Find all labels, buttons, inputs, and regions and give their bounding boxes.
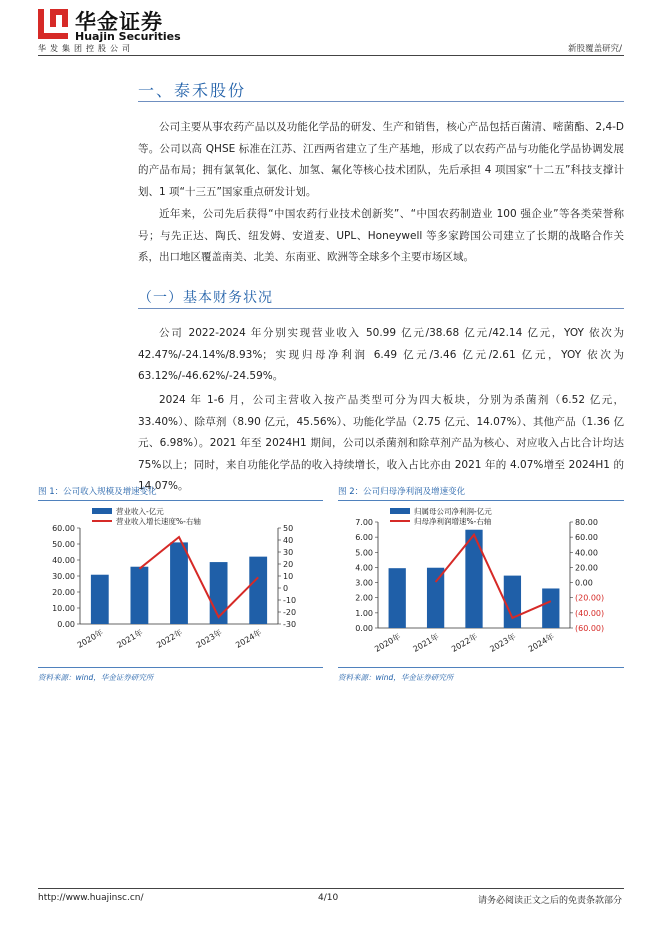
x-tick-label: 2020年	[373, 631, 403, 654]
x-tick-label: 2021年	[115, 627, 145, 650]
right-tick-label: 20	[283, 560, 294, 569]
figure-1-chart	[38, 504, 323, 664]
paragraph-company-intro: 公司主要从事农药产品以及功能化学品的研发、生产和销售，核心产品包括百菌清、嘧菌酯、2,4-D 等。公司以高 QHSE 标准在江苏、江西两省建立了生产基地，形成了以农药产品与功能化学品协调发展的产品布局；拥有氯氧化、氯化、加氢、氟化等核心技术团队，先后承担 4 项国家“十二五”科技支撑计划、1 项“十三五”国家重点研发计划。	[138, 121, 624, 198]
footer-disclaimer: 请务必阅读正文之后的免责条款部分	[477, 896, 622, 906]
figure-2-title: 图 2：公司归母净利润及增速变化	[338, 487, 466, 497]
x-tick-label: 2020年	[75, 627, 105, 650]
paragraph-revenue-breakdown: 2024 年 1-6 月，公司主营收入按产品类型可分为四大板块，分别为杀菌剂（6.52 亿元，33.40%）、除草剂（8.90 亿元，45.56%）、功能化学品（2.75 亿元、14.07%）、其他产品（1.36 亿元、6.98%）。2021 年至 2024H1 期间，公司以杀菌剂和除草剂产品为核心、对应收入占比合计均达 75%以上；同时，来自功能化学品的收入持续增长，收入占比亦由 2021 年的 4.07%增至 2024H1 的 14.07%。	[138, 394, 624, 492]
bar-2021年	[130, 567, 148, 624]
left-tick-label: 7.00	[355, 518, 373, 527]
bar-2024年	[542, 588, 559, 628]
figure-1-top-rule	[38, 500, 323, 501]
right-tick-label: 40.00	[575, 548, 598, 558]
legend-line-label: 营业收入增长速度%-右轴	[116, 517, 201, 526]
right-tick-label: -20	[283, 608, 297, 617]
header-divider	[38, 55, 624, 56]
x-tick-label: 2022年	[154, 627, 184, 650]
parent-company: 华发集团控股公司	[38, 44, 134, 53]
bar-2022年	[170, 542, 188, 624]
legend-bar-label: 营业收入-亿元	[116, 507, 164, 516]
figure-2-source: 资料来源：wind，华金证券研究所	[338, 673, 454, 682]
section-title: 一、泰禾股份	[138, 81, 247, 100]
left-tick-label: 2.00	[355, 593, 373, 603]
section-title-underline	[138, 101, 624, 102]
bar-2023年	[210, 562, 228, 624]
left-tick-label: 50.00	[52, 540, 75, 549]
left-tick-label: 3.00	[355, 578, 373, 588]
left-tick-label: 6.00	[355, 533, 373, 543]
paragraph-honors: 近年来，公司先后获得“中国农药行业技术创新奖”、“中国农药制造业 100 强企业”等各类荣誉称号；与先正达、陶氏、纽发姆、安道麦、UPL、Honeywell 等多家跨国公司建立了长期的战略合作关系，出口地区覆盖南美、北美、东南亚、欧洲等全球多个主要市场区域。	[138, 208, 624, 263]
page-number: 4/10	[318, 893, 339, 903]
figure-1-title: 图 1：公司收入规模及增速变化	[38, 487, 157, 497]
bar-2023年	[504, 576, 521, 628]
left-tick-label: 4.00	[355, 563, 373, 573]
footer-url-link[interactable]: http://www.huajinsc.cn/	[38, 893, 144, 903]
left-tick-label: 0.00	[57, 620, 75, 629]
growth-line	[139, 537, 258, 617]
right-tick-label: 20.00	[575, 563, 598, 573]
right-tick-label: (20.00)	[575, 593, 605, 603]
right-tick-label: 60.00	[575, 533, 598, 543]
right-tick-label: 50	[283, 524, 294, 533]
left-tick-label: 40.00	[52, 556, 75, 565]
right-tick-label: -30	[283, 620, 297, 629]
legend-line-label: 归母净利润增速%-右轴	[414, 517, 492, 526]
right-tick-label: 0.00	[575, 578, 593, 588]
right-tick-label: 40	[283, 536, 294, 545]
x-tick-label: 2023年	[194, 627, 224, 650]
right-tick-label: 80.00	[575, 518, 598, 527]
x-tick-label: 2024年	[234, 627, 264, 650]
logo-english-name: Huajin Securities	[75, 30, 181, 43]
figure-2-chart	[338, 504, 624, 664]
left-tick-label: 1.00	[355, 608, 373, 618]
right-tick-label: 30	[283, 548, 294, 557]
left-tick-label: 10.00	[52, 604, 75, 613]
left-tick-label: 5.00	[355, 548, 373, 558]
bar-2020年	[389, 568, 406, 628]
logo-chinese-name: 华金证券	[75, 10, 163, 34]
left-tick-label: 30.00	[52, 572, 75, 581]
figure-2-bottom-rule	[338, 667, 624, 668]
right-tick-label: 10	[283, 572, 294, 581]
legend-bar-swatch	[390, 508, 410, 514]
bar-2021年	[427, 568, 444, 628]
right-tick-label: 0	[283, 584, 289, 593]
left-tick-label: 20.00	[52, 588, 75, 597]
company-logo-icon	[38, 9, 68, 39]
subsection-title-underline	[138, 308, 624, 309]
footer-divider	[38, 888, 624, 889]
paragraph-financials: 公司 2022-2024 年分别实现营业收入 50.99 亿元/38.68 亿元/42.14 亿元，YOY 依次为42.47%/-24.14%/8.93%；实现归母净利润 6.49 亿元/3.46 亿元/2.61 亿元，YOY 依次为63.12%/-46.62%/-24.59%。	[138, 327, 624, 382]
bar-2020年	[91, 575, 109, 624]
bar-2022年	[465, 530, 482, 628]
legend-bar-label: 归属母公司净利润-亿元	[414, 507, 492, 516]
x-tick-label: 2021年	[411, 631, 441, 654]
bar-2024年	[249, 557, 267, 624]
figure-1-bottom-rule	[38, 667, 323, 668]
x-tick-label: 2022年	[449, 631, 479, 654]
subsection-title: （一）基本财务状况	[138, 290, 273, 306]
figure-2-top-rule	[338, 500, 624, 501]
document-type: 新股覆盖研究/	[568, 44, 622, 54]
legend-bar-swatch	[92, 508, 112, 514]
left-tick-label: 0.00	[355, 624, 373, 633]
x-tick-label: 2024年	[526, 631, 556, 654]
growth-line	[436, 535, 551, 618]
right-tick-label: -10	[283, 596, 297, 605]
figure-1-source: 资料来源：wind，华金证券研究所	[38, 673, 154, 682]
right-tick-label: (40.00)	[575, 608, 605, 618]
right-tick-label: (60.00)	[575, 624, 605, 633]
left-tick-label: 60.00	[52, 524, 75, 533]
x-tick-label: 2023年	[488, 631, 518, 654]
